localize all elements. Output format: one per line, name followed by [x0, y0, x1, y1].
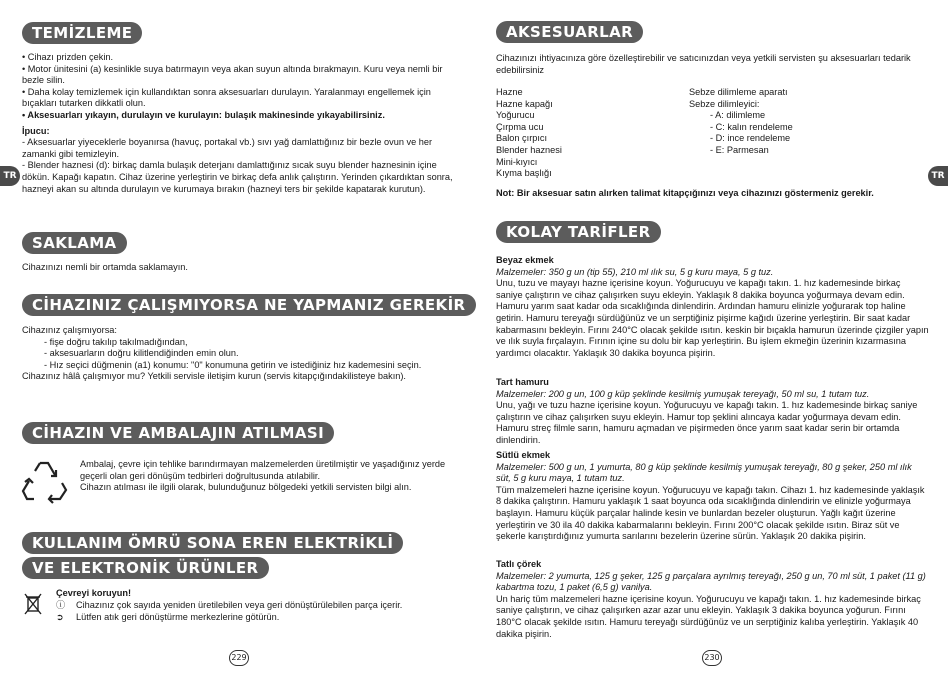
recipe-ingredients: Malzemeler: 2 yumurta, 125 g şeker, 125 g parçalara ayrılmış tereyağı, 250 g un, 70 ml süt, 1 paket (11 g) kabartma tozu, 1 paket (6,5 g) vanilya. [496, 570, 926, 593]
cleaning-section [22, 52, 455, 195]
language-tab-right: TR [928, 166, 948, 186]
recipe-sweet-bun [496, 559, 929, 640]
tip-title: İpucu: [22, 125, 50, 136]
accessory-item: Yoğurucu [496, 110, 535, 121]
storage-heading: SAKLAMA [22, 232, 127, 254]
recipe-title: Tart hamuru [496, 377, 549, 387]
recipe-white-bread [496, 255, 929, 359]
accessory-item: Sebze dilimleme aparatı [689, 87, 788, 97]
weee-heading-2: VE ELEKTRONİK ÜRÜNLER [22, 557, 269, 579]
cleaning-bullet: • Cihazı prizden çekin. [22, 52, 114, 62]
page-number-left: 229 [229, 650, 249, 666]
disposal-heading: CİHAZIN VE AMBALAJIN ATILMASI [22, 422, 334, 444]
weee-heading-1: KULLANIM ÖMRÜ SONA EREN ELEKTRİKLİ [22, 532, 403, 554]
recipe-text: Un hariç tüm malzemeleri hazne içerisine koyun. Yoğurucuyu ve kapağı takın. 1. hız kademesinde birkaç saniye çalıştırın, ve cihaz çalışırken azar azar unu ekleyin. Yaklaşık 3 dakika boyunca yoğurun. Fırını 180°C olacak şekilde ısıtın. Hamuru tereyağı sürdüğünüz ve un serptiğiniz kalıba yerleştirin. Yaklaşık 40 dakika pişirin. [496, 593, 921, 639]
recipe-title: Sütlü ekmek [496, 450, 551, 460]
recipe-text: Tüm malzemeleri hazne içerisine koyun. Yoğurucuyu ve kapağı takın. Cihazı 1. hız kademesinde yaklaşık 8 dakika çalıştırın. Hamuru yaklaşık 1 saat boyunca oda sıcaklığında dinlendirin ve elinizle yoğurmaya başlayın. Hamuru küçük parçalar halinde kesin ve bunlardan bezeler oluşturun. Yağlı kağıt üzerine yerleştirin ve 30 ila 40 dakika kabarmalarını bekleyin. Fırını 200°C olacak şekilde ısıtın. Biraz süt ve şekerle karıştırdığınız yumurta sarılarını bezelerin üzerine sürün. Yaklaşık 20 dakika pişirin. [496, 484, 925, 542]
accessory-list-2 [689, 87, 929, 157]
storage-text: Cihazınızı nemli bir ortamda saklamayın. [22, 262, 188, 272]
accessory-item: Hazne kapağı [496, 98, 553, 109]
disposal-line: Ambalaj, çevre için tehlike barındırmayan malzemelerden üretilmiştir ve yaşadığınız yerde geçerli olan geri dönüşüm tedbirleri doğrultusunda atılabilir. [80, 459, 446, 481]
troubleshoot-heading: CİHAZINIZ ÇALIŞMIYORSA NE YAPMANIZ GEREKİR [22, 294, 476, 316]
language-tab-left: TR [0, 166, 20, 186]
recipe-ingredients: Malzemeler: 200 g un, 100 g küp şeklinde kesilmiş yumuşak tereyağı, 50 ml su, 1 tutam tuz. [496, 388, 870, 399]
recipe-tart-dough [496, 377, 929, 447]
recipe-ingredients: Malzemeler: 500 g un, 1 yumurta, 80 g küp şeklinde kesilmiş yumuşak tereyağı, 80 g şeker, 250 ml ılık süt, 5 g kuru maya, 1 tutam tuz. [496, 461, 912, 484]
accessory-item: Balon çırpıcı [496, 133, 548, 144]
recipes-heading: KOLAY TARİFLER [496, 221, 661, 243]
accessories-note: Not: Bir aksesuar satın alırken talimat kitapçığınızı veya cihazınızı göstermeniz gerekir. [496, 188, 874, 198]
accessory-item: Mini-kıyıcı [496, 156, 538, 167]
accessory-item: Kıyma başlığı [496, 168, 552, 179]
recipe-title: Tatlı çörek [496, 559, 542, 569]
accessory-item: Blender haznesi [496, 144, 562, 155]
crossed-bin-icon [22, 592, 44, 616]
accessories-heading: AKSESUARLAR [496, 21, 643, 43]
troubleshoot-intro: Cihazınız çalışmıyorsa: [22, 325, 117, 335]
recipe-title: Beyaz ekmek [496, 255, 554, 265]
weee-line-1: Cihazınız çok sayıda yeniden üretilebilen veya geri dönüştürülebilen parça içerir. [76, 600, 403, 610]
tip-item: - Aksesuarlar yiyeceklerle boyanırsa (havuç, portakal vb.) sıvı yağ damlattığınız bir bezle ovun ve her zamanki gibi temizleyin. [22, 137, 433, 159]
troubleshoot-item: - fişe doğru takılıp takılmadığından, [44, 336, 188, 347]
return-arrow-icon: ➲ [56, 612, 64, 622]
cleaning-bullet-bold: • Aksesuarları yıkayın, durulayın ve kurulayın: bulaşık makinesinde yıkayabilirsiniz. [22, 109, 385, 120]
disposal-text [80, 459, 455, 494]
recipe-milk-bread [496, 450, 929, 543]
troubleshoot-item: - Hız seçici düğmenin (a1) konumu: "0" konumuna getirin ve istediğiniz hız kademesini seçin. [44, 359, 422, 370]
accessory-item: Çırpma ucu [496, 121, 544, 132]
accessory-item: - E: Parmesan [710, 144, 769, 155]
recipe-text: Unu, yağı ve tuzu hazne içerisine koyun. Yoğurucuyu ve kapağı takın. 1. hız kademesinde birkaç saniye çalıştırın ve cihaz çalışırken suyu ekleyin. Hamur top şeklini alıncaya kadar yoğurmaya devam edin. Hamuru streç filmle sarın, hamuru açmadan ve pişirmeden önce yarım saat kadar serin bir ortamda dinlendirin. [496, 400, 918, 445]
troubleshoot-section [22, 325, 455, 383]
recycle-icon [20, 455, 72, 505]
weee-line-2: Lütfen atık geri dönüştürme merkezlerine götürün. [76, 612, 280, 622]
accessory-item: Sebze dilimleyici: [689, 98, 760, 109]
disposal-line: Cihazın atılması ile ilgili olarak, bulunduğunuz bölgedeki yetkili servisten bilgi alın. [80, 482, 412, 493]
accessory-item: - C: kalın rendeleme [710, 121, 793, 132]
accessory-item: Hazne [496, 87, 523, 97]
cleaning-heading: TEMİZLEME [22, 22, 142, 44]
accessory-list-1 [496, 87, 676, 180]
accessories-intro: Cihazınızı ihtiyacınıza göre özelleştirebilir ve satıcınızdan veya yetkili servisten şu aksesuarları tedarik edebilirsiniz [496, 53, 911, 75]
recipe-text: Unu, tuzu ve mayayı hazne içerisine koyun. Yoğurucuyu ve kapağı takın. 1. hız kademesinde birkaç saniye çalıştırın ve cihaz çalışırken suyu ekleyin. Yaklaşık 8 dakika boyunca yoğurmaya devam edin. Hamuru yarım saat kadar oda sıcaklığında dinlendirin. Ardından hamuru elinizle yoğurarak top haline getirin. Hamuru tereyağı sürdüğünüz ve un serptiğiniz pişirme kağıdı üzerine yerleştirin. Bir saat kadar kabarmasını bekleyin. Fırını 240°C olacak şekilde ısıtın. keskin bir bıçakla hamurun üzerinde çizgiler yapın ve ılık suyla fırçalayın. Fırının içine su dolu bir kap yerleştirin. Bu işlem ekmeğin üzerinin kızarmasına yardımcı olacaktır. Yaklaşık 30 dakika boyunca pişirin. [496, 278, 929, 358]
troubleshoot-item: - aksesuarların doğru kilitlendiğinden emin olun. [44, 348, 239, 359]
troubleshoot-outro: Cihazınız hâlâ çalışmıyor mu? Yetkili servisle iletişim kurun (servis kitapçığındakilisteye bakın). [22, 371, 406, 382]
cleaning-bullet: • Daha kolay temizlemek için kullandıktan sonra aksesuarları durulayın. Yaralanmayı engellemek için bıçakları tutarken dikkatli olun. [22, 86, 431, 109]
accessory-item: - A: dilimleme [710, 110, 766, 121]
page-number-right: 230 [702, 650, 722, 666]
cleaning-bullet: • Motor ünitesini (a) kesinlikle suya batırmayın veya akan suyun altında bırakmayın. Kuru veya nemli bir bezle silin. [22, 63, 443, 86]
tip-item: - Blender haznesi (d): birkaç damla bulaşık deterjanı damlattığınız sıcak suyu blender haznesinin içine dökün. Kapağı kapatın. Cihaz üzerine yerleştirin ve birkaç defa anlık çalıştırın. Yerinden çıkardıktan sonra, hazneyi akan su altında durulayın ve kurumaya bırakın (hazneyi ters bir şekilde kapatarak kurutun). [22, 160, 453, 194]
recipe-ingredients: Malzemeler: 350 g un (tip 55), 210 ml ılık su, 5 g kuru maya, 5 g tuz. [496, 266, 774, 277]
info-icon: ⓘ [56, 600, 66, 610]
accessory-item: - D: ince rendeleme [710, 133, 791, 144]
protect-environment: Çevreyi koruyun! [56, 588, 132, 598]
